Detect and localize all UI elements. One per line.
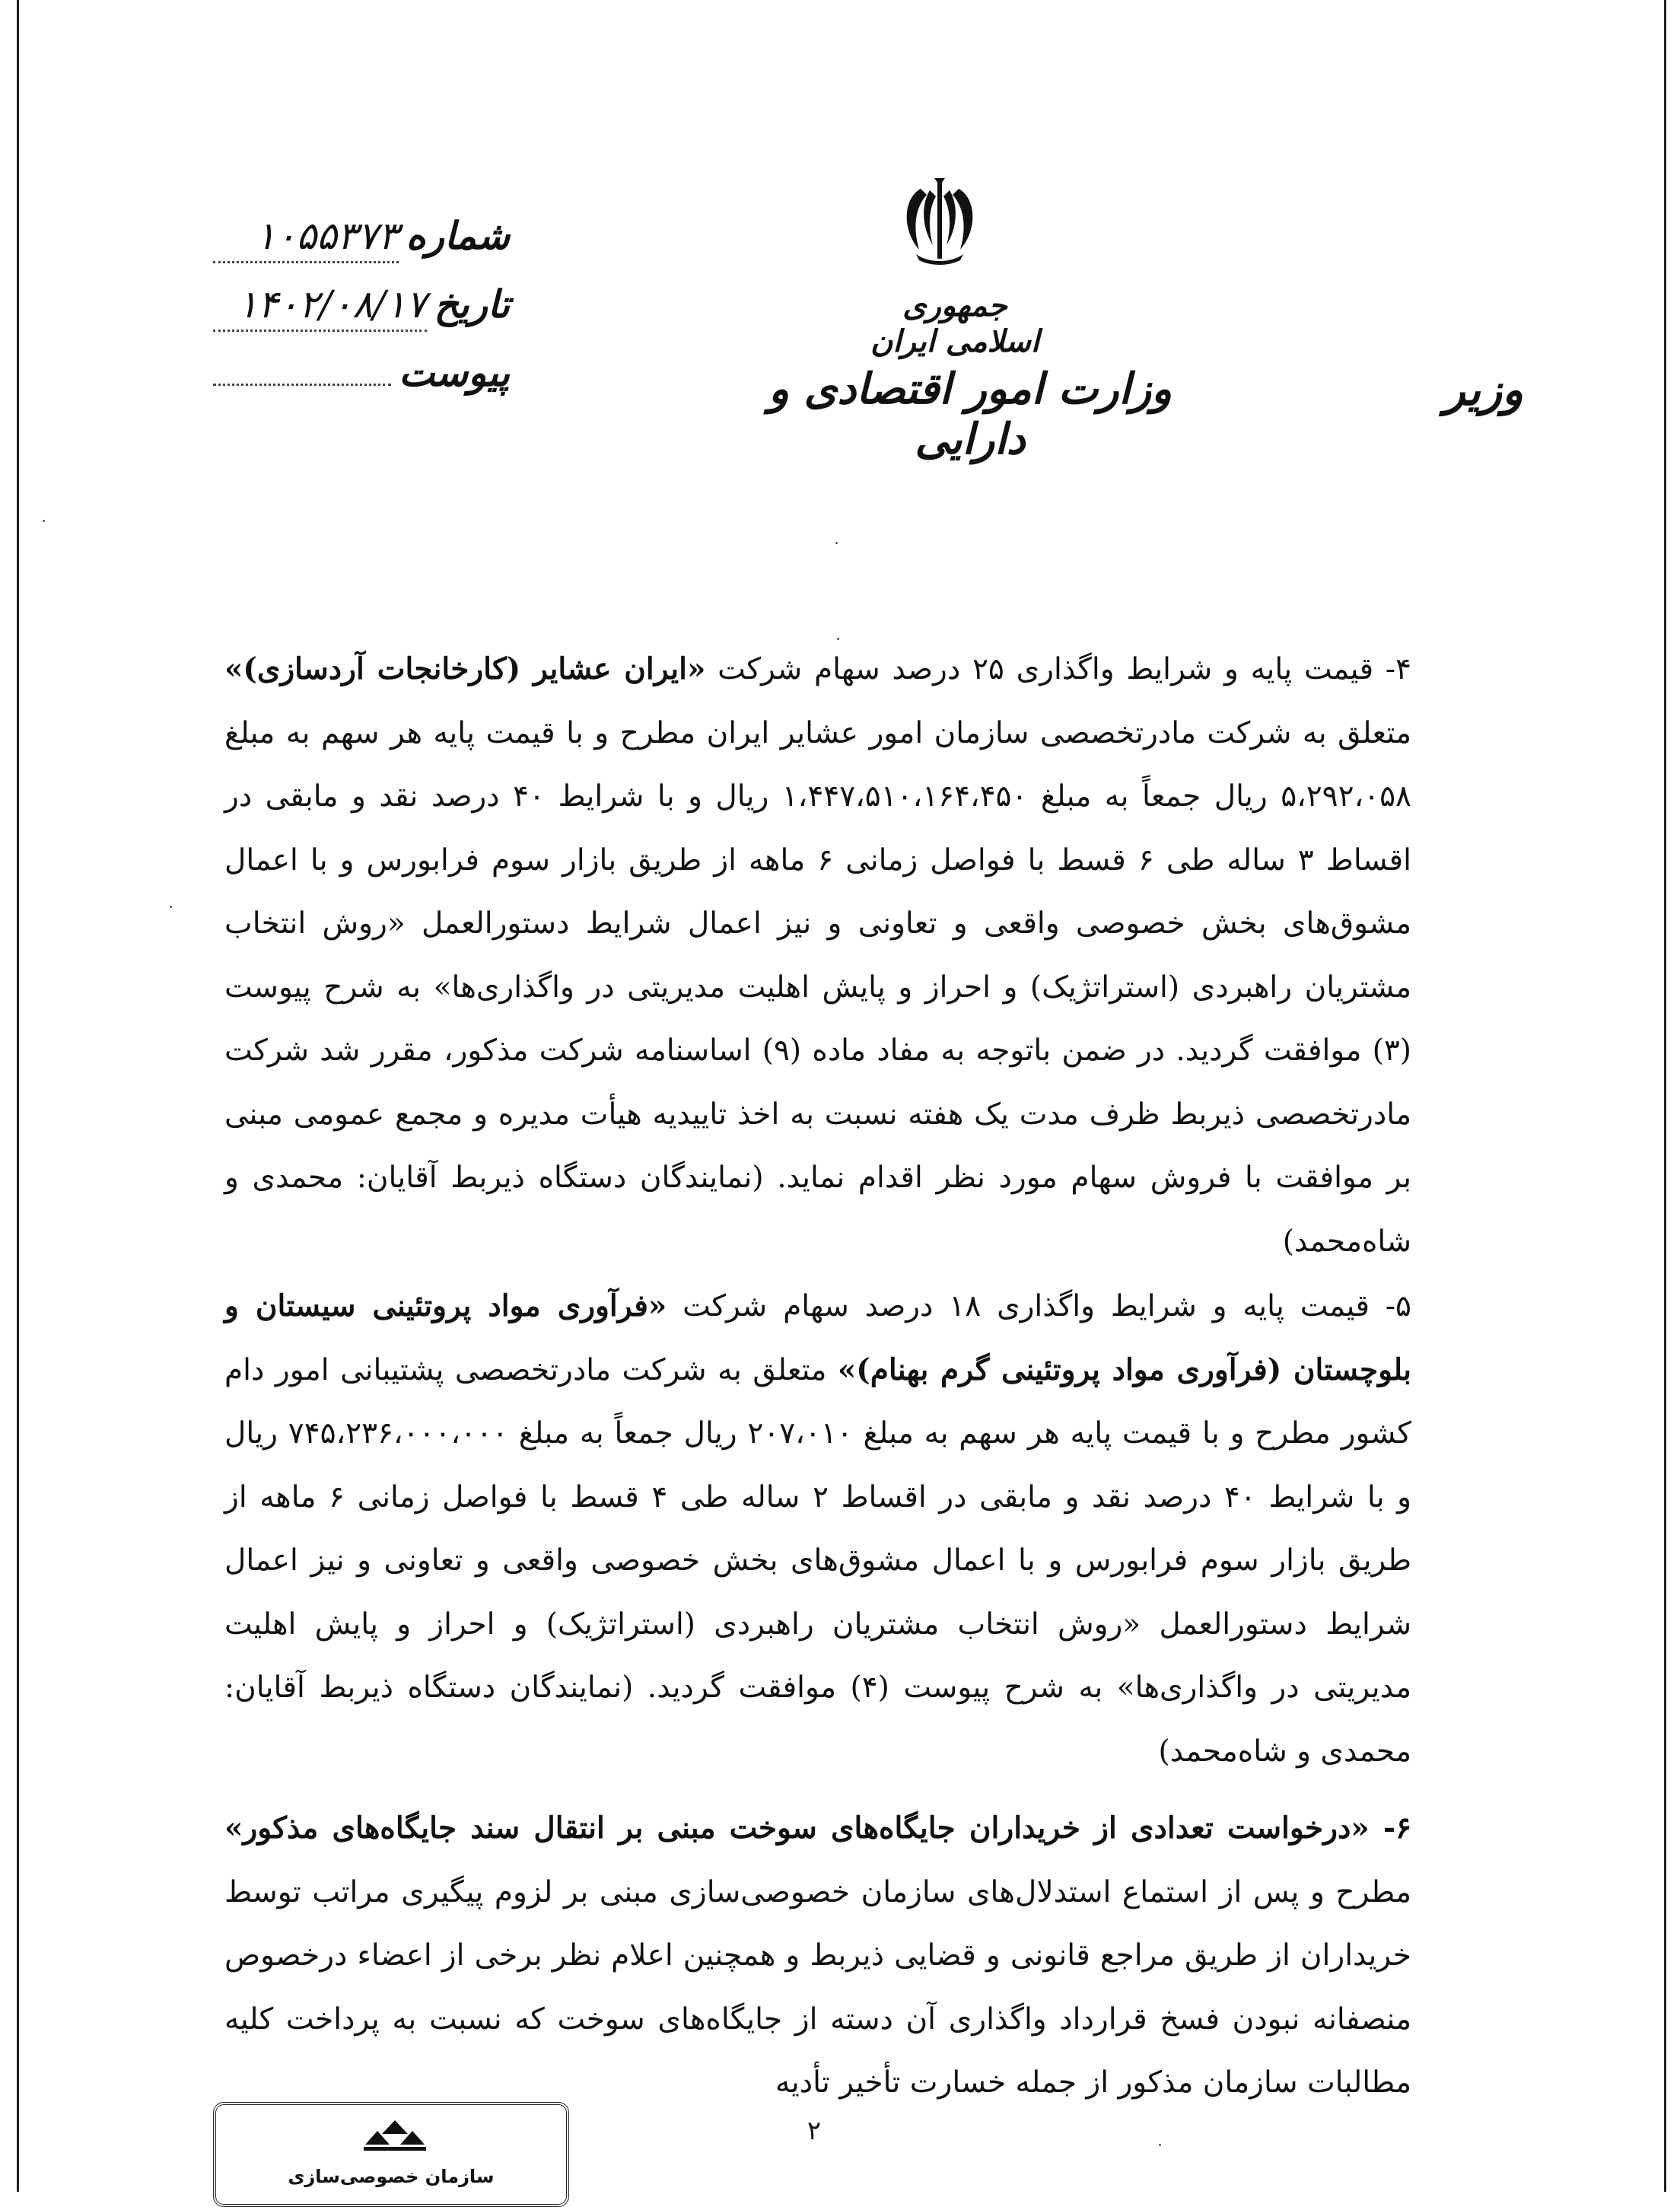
scan-speck [170,906,172,908]
letter-meta [213,213,510,419]
letter-number-row [213,213,510,282]
number-value: ۱۰۵۵۳۷۳ [213,214,399,263]
privatization-org-stamp [213,2102,569,2207]
item-5-company: «فرآوری مواد پروتئینی سیستان و بلوچستان (فرآوری مواد پروتئینی گرم بهنام)» [224,1288,1411,1387]
date-label: تاریخ [434,282,510,326]
scan-speck [43,520,45,522]
page-number: ۲ [807,2116,822,2146]
item-5-text: متعلق به شرکت مادرتخصصی پشتیبانی امور دام کشور مطرح و با قیمت پایه هر سهم به مبلغ ۲۰۷،۰۱۰ ریال جمعاً به مبلغ ۷۴۵،۲۳۶،۰۰۰،۰۰۰ ریال و با شرایط ۴۰ درصد نقد و مابقی در اقساط ۲ ساله طی ۴ قسط با فواصل زمانی ۶ ماهه از طریق بازار سوم فرابورس و با اعمال مشوق‌های بخش خصوصی واقعی و تعاونی و نیز اعمال شرایط دستورالعمل «روش انتخاب مشتریان راهبردی (استراتژیک) و احراز و پایش اهلیت مدیریتی در واگذاری‌ها» به شرح پیوست (۴) موافقت گردید. (نمایندگان دستگاه ذیربط آقایان: محمدی و شاه‌محمد) [224,1352,1412,1769]
page-border-right [1664,0,1666,2192]
letter-attachment-row [213,350,510,419]
page-border-left [17,0,19,2192]
item-6-text: مطرح و پس از استماع استدلال‌های سازمان خصوصی‌سازی مبنی بر لزوم پیگیری مراتب توسط خریداران از طریق مراجع قانونی و قضایی ذیربط و همچنین اعلام نظر برخی از اعضاء درخصوص منصفانه نبودن فسخ قرارداد واگذاری آن دسته از جایگاه‌های سوخت که نسبت به پرداخت کلیه مطالبات سازمان مذکور از جمله خسارت تأخیر تأدیه [224,1874,1411,2100]
scan-speck [835,542,838,544]
item-4-intro: ۴- قیمت پایه و شرایط واگذاری ۲۵ درصد سهام شرکت [705,652,1411,686]
attachment-label: پیوست [399,350,510,395]
resolution-item-5 [224,1275,1411,1783]
letter-body [224,638,1411,2115]
ministry-name: وزارت امور اقتصادی و دارایی [768,364,1172,464]
privatization-logo-icon [361,2119,429,2153]
iran-emblem-icon [898,175,982,266]
republic-name: جمهوری اسلامی ایران [870,288,1039,359]
resolution-item-6 [224,1797,1411,2115]
item-4-company: «ایران عشایر (کارخانجات آردسازی)» [224,651,706,686]
scan-speck [1159,2144,1161,2146]
date-value: ۱۴۰۲/۰۸/۱۷ [213,282,427,332]
number-label: شماره [406,213,510,258]
item-6-subject: «درخواست تعدادی از خریداران جایگاه‌های سوخت مبنی بر انتقال سند جایگاه‌های مذکور» [224,1811,1370,1846]
item-5-intro: ۵- قیمت پایه و شرایط واگذاری ۱۸ درصد سهام شرکت [667,1289,1411,1323]
minister-label: وزیر [1443,364,1524,416]
attachment-value [213,381,391,386]
stamp-text: سازمان خصوصی‌سازی [288,2166,495,2187]
resolution-item-4 [224,638,1411,1273]
item-6-intro: ۶- [1369,1811,1412,1846]
item-4-text: متعلق به شرکت مادرتخصصی سازمان امور عشایر ایران مطرح و با قیمت پایه هر سهم به مبلغ ۵،۲۹۲،۰۵۸ ریال جمعاً به مبلغ ۱،۴۴۷،۵۱۰،۱۶۴،۴۵۰ ریال و با شرایط ۴۰ درصد نقد و مابقی در اقساط ۳ ساله طی ۶ قسط با فواصل زمانی ۶ ماهه از طریق بازار سوم فرابورس و با اعمال مشوق‌های بخش خصوصی واقعی و تعاونی و نیز اعمال شرایط دستورالعمل «روش انتخاب مشتریان راهبردی (استراتژیک) و احراز و پایش اهلیت مدیریتی در واگذاری‌ها» به شرح پیوست (۳) موافقت گردید. در ضمن باتوجه به مفاد ماده (۹) اساسنامه شرکت مذکور، مقرر شد شرکت مادرتخصصی ذیربط ظرف مدت یک هفته نسبت به اخذ تاییدیه هیأت مدیره و مجمع عمومی مبنی بر موافقت با فروش سهام مورد نظر اقدام نماید. (نمایندگان دستگاه ذیربط آقایان: محمدی و شاه‌محمد) [224,715,1412,1259]
letter-date-row [213,282,510,350]
